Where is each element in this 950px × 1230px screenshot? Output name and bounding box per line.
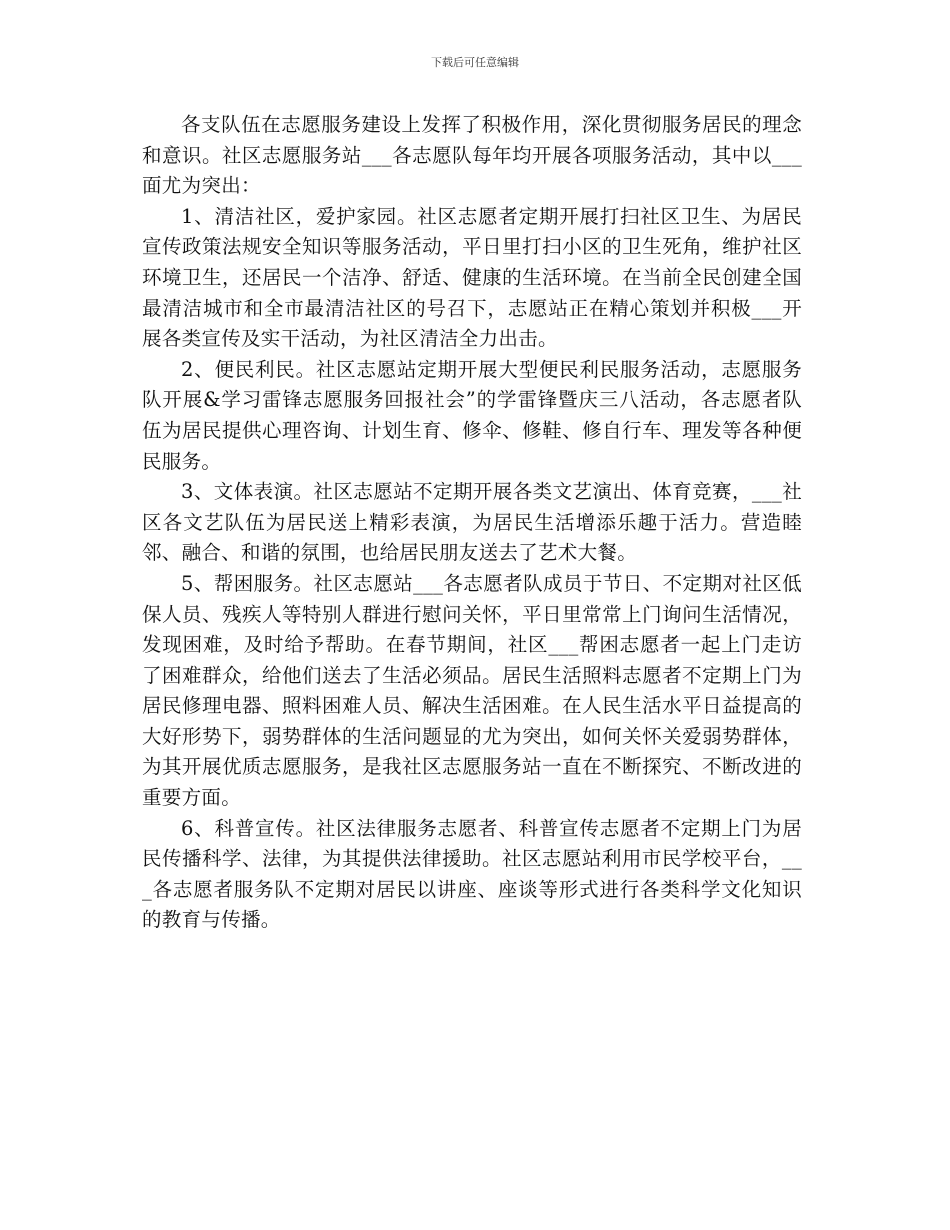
paragraph-convenience-service: 2、便民利民。社区志愿站定期开展大型便民利民服务活动，志愿服务队开展&学习雷锋志愿服务回报社会”的学雷锋暨庆三八活动，各志愿者队伍为居民提供心理咨询、计划生育、修伞、修鞋、修自行车、理发等各种便民服务。	[142, 357, 802, 473]
document-body	[142, 110, 802, 936]
paragraph-assistance-service: 5、帮困服务。社区志愿站___各志愿者队成员于节日、不定期对社区低保人员、残疾人等特别人群进行慰问关怀，平日里常常上门询问生活情况，发现困难，及时给予帮助。在春节期间，社区___帮困志愿者一起上门走访了困难群众，给他们送去了生活必须品。居民生活照料志愿者不定期上门为居民修理电器、照料困难人员、解决生活困难。在人民生活水平日益提高的大好形势下，弱势群体的生活问题显的尤为突出，如何关怀关爱弱势群体，为其开展优质志愿服务，是我社区志愿服务站一直在不断探究、不断改进的重要方面。	[142, 571, 802, 810]
paragraph-cultural-performance: 3、文体表演。社区志愿站不定期开展各类文艺演出、体育竞赛，___社区各文艺队伍为居民送上精彩表演，为居民生活增添乐趣于活力。营造睦邻、融合、和谐的氛围，也给居民朋友送去了艺术大餐。	[142, 480, 802, 565]
paragraph-intro: 各支队伍在志愿服务建设上发挥了积极作用，深化贯彻服务居民的理念和意识。社区志愿服务站___各志愿队每年均开展各项服务活动，其中以___面尤为突出：	[142, 113, 802, 198]
page-header: 下载后可任意编辑	[431, 56, 519, 69]
paragraph-science-promotion: 6、科普宣传。社区法律服务志愿者、科普宣传志愿者不定期上门为居民传播科学、法律，为其提供法律援助。社区志愿站利用市民学校平台，___各志愿者服务队不定期对居民以讲座、座谈等形式进行各类科学文化知识的教育与传播。	[142, 816, 802, 932]
paragraph-clean-community: 1、清洁社区，爱护家园。社区志愿者定期开展打扫社区卫生、为居民宣传政策法规安全知识等服务活动，平日里打扫小区的卫生死角，维护社区环境卫生，还居民一个洁净、舒适、健康的生活环境。在当前全民创建全国最清洁城市和全市最清洁社区的号召下，志愿站正在精心策划并积极___开展各类宣传及实干活动，为社区清洁全力出击。	[142, 204, 802, 351]
